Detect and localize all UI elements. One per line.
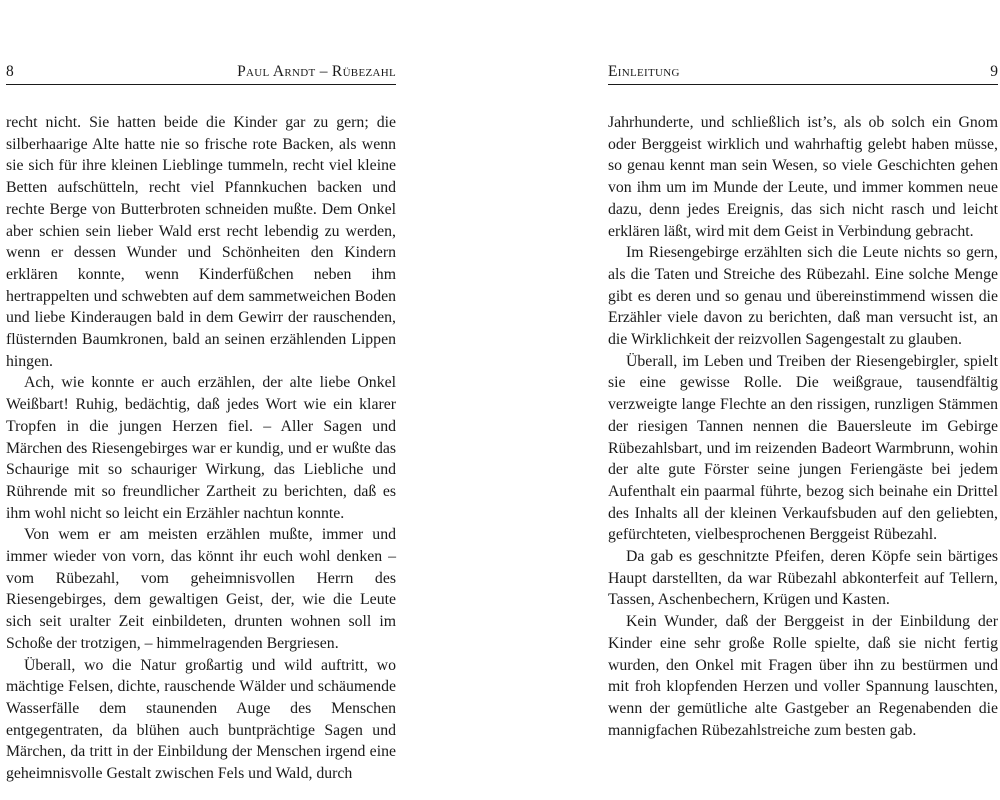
paragraph: Kein Wunder, daß der Berggeist in der Einbildung der Kinder eine sehr große Rolle spielte, daß sie nicht fertig wurden, den Onkel mit Fragen über ihn zu bestürmen und mit froh klopfenden Herzen und voller Spannung lauschten, wenn der gemütliche alte Gastgeber an Regenabenden die mannigfachen Rübezahlstreiche zum besten gab. bbox=[608, 613, 998, 739]
right-page-body bbox=[608, 112, 998, 741]
left-running-head bbox=[6, 62, 396, 85]
running-title-left: Paul Arndt – Rübezahl bbox=[237, 63, 396, 80]
paragraph: Überall, im Leben und Treiben der Riesengebirgler, spielt sie eine gewisse Rolle. Die weißgraue, tausendfältig verzweigte lange Flechte an den rissigen, runzligen Stämmen der riesigen Tannen nennen die Bauersleute im Gebirge Rübezahlsbart, und im reizenden Badeort Warmbrunn, wohin der alte gute Förster seine jungen Feriengäste bei jedem Aufenthalt ein paarmal führte, bezog sich beinahe ein Drittel des Inhalts all der kleinen Verkaufsbuden auf den geliebten, gefürchteten, vielbesprochenen Berggeist Rübezahl. bbox=[608, 352, 998, 544]
paragraph: Da gab es geschnitzte Pfeifen, deren Köpfe sein bärtiges Haupt darstellten, da war Rübezahl abkonterfeit auf Tellern, Tassen, Aschenbechern, Krügen und Kasten. bbox=[608, 548, 998, 609]
page-number-left: 8 bbox=[6, 63, 14, 80]
paragraph: Im Riesengebirge erzählten sich die Leute nichts so gern, als die Taten und Streiche des Rübezahl. Eine solche Menge gibt es deren und so genau und übereinstimmend wissen die Erzähler viele davon zu berichten, daß man versucht ist, an die Wirklichkeit der reizvollen Sagengestalt zu glauben. bbox=[608, 244, 998, 349]
right-page bbox=[608, 0, 998, 800]
paragraph: Jahrhunderte, und schließlich ist’s, als ob solch ein Gnom oder Berggeist wirklich und wahrhaftig gelebt haben müsse, so genau kennt man sein Wesen, so viele Geschichten gehen von ihm um im Munde der Leute, und immer kommen neue dazu, denn jedes Ereignis, das sich nicht rasch und leicht erklären läßt, wird mit dem Geist in Verbindung gebracht. bbox=[608, 114, 998, 240]
left-page-body bbox=[6, 112, 396, 785]
page-number-right: 9 bbox=[990, 63, 998, 80]
left-page bbox=[6, 0, 396, 800]
paragraph: recht nicht. Sie hatten beide die Kinder gar zu gern; die silberhaarige Alte hatte nie so frische rote Backen, als wenn sie sich für ihre kleinen Lieblinge tummeln, recht viel kleine Betten aufschütteln, recht viel Pfannkuchen backen und rechte Berge von Butterbroten schneiden mußte. Dem Onkel aber schien sein lieber Wald erst recht lebendig zu werden, wenn er dessen Wunder und Schönheiten den Kindern erklären konnte, wenn Kinderfüßchen neben ihm hertrappelten und schwebten auf dem sammetweichen Boden und liebe Kinderaugen bald in dem Gewirr der rauschenden, flüsternden Baumkronen, bald an seinen erzählenden Lippen hingen. bbox=[6, 114, 396, 370]
running-title-right: Einleitung bbox=[608, 63, 680, 80]
paragraph: Von wem er am meisten erzählen mußte, immer und immer wieder von vorn, das könnt ihr euch wohl denken – vom Rübezahl, vom geheimnisvollen Herrn des Riesengebirges, dem gewaltigen Geist, der, wie die Leute sich seit uralter Zeit einbildeten, drunten wohnen soll im Schoße der trotzigen, – himmelragenden Bergriesen. bbox=[6, 526, 396, 652]
paragraph: Überall, wo die Natur großartig und wild auftritt, wo mächtige Felsen, dichte, rauschende Wälder und schäumende Wasserfälle dem staunenden Auge des Menschen entgegentraten, da blühen auch buntprächtige Sagen und Märchen, da tritt in der Einbildung der Menschen irgend eine geheimnisvolle Gestalt zwischen Fels und Wald, durch bbox=[6, 656, 396, 783]
right-running-head bbox=[608, 62, 998, 85]
paragraph: Ach, wie konnte er auch erzählen, der alte liebe Onkel Weißbart! Ruhig, bedächtig, daß jedes Wort wie ein klarer Tropfen in die jungen Herzen fiel. – Aller Sagen und Märchen des Riesengebirges war er kundig, und er wußte das Schaurige mit so schauriger Wirkung, das Liebliche und Rührende mit so freundlicher Zartheit zu berichten, daß es ihm wohl nicht so leicht ein Erzähler nachtun konnte. bbox=[6, 374, 396, 522]
